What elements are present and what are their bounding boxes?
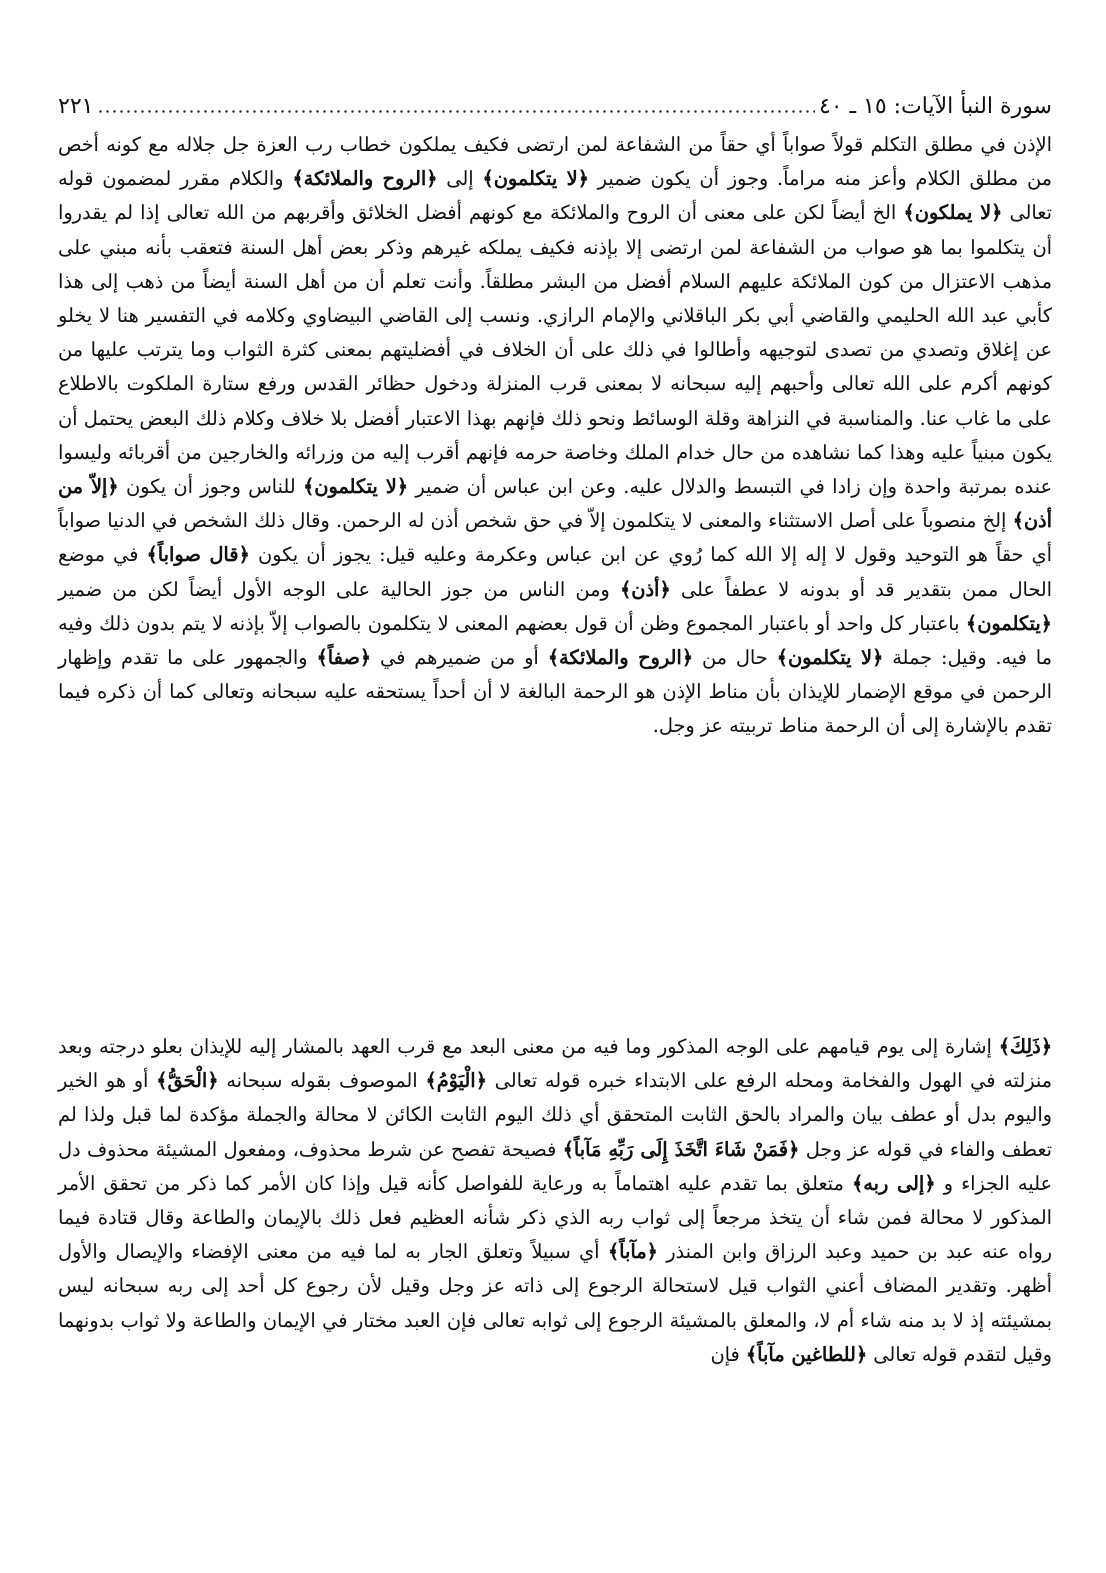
text-run: حال من [693, 646, 777, 670]
quran-quote: ﴿لا يملكون﴾ [903, 201, 1003, 225]
quran-quote: ﴿مآباً﴾ [607, 1240, 658, 1264]
quran-quote: ﴿صفاً﴾ [316, 646, 372, 670]
quran-quote: ﴿لا يتكلمون﴾ [776, 646, 884, 670]
text-run: الموصوف بقوله سبحانه [218, 1069, 426, 1093]
quran-quote: ﴿ذَلِكَ﴾ [998, 1035, 1052, 1058]
quran-quote: ﴿الروح والملائكة﴾ [292, 167, 438, 191]
quran-quote: ﴿لا يتكلمون﴾ [482, 167, 589, 191]
text-run: أو هو الخير واليوم بدل أو عطف بيان والمراد بالحق الثابت المتحقق أي ذلك اليوم الثابت الكائن لا محالة والجملة مؤكدة لما قبل ولذا لم تعطف والفاء في قوله عز وجل [58, 1069, 1052, 1161]
paragraph-2 [58, 1030, 1052, 1372]
header-title: سورة النبأ الآيات: ١٥ ـ ٤٠ [818, 93, 1052, 119]
quran-quote: ﴿قال صواباً﴾ [146, 543, 250, 567]
text-run: والكلام مقرر لمضمون قوله تعالى [58, 167, 1052, 225]
text-run: إلى [437, 167, 483, 191]
leader-dots [97, 110, 814, 113]
text-run: فإن [710, 1342, 746, 1366]
text-run: أو من ضميرهم في [371, 646, 548, 670]
paragraph-1 [58, 128, 1052, 744]
text-run: باعتبار كل واحد أو باعتبار المجموع وظن أن قول بعضهم المعنى لا يتكلمون بالصواب إلاّ بإذنه لا يتم بدون ذلك وفيه ما فيه. وقيل: جملة [58, 611, 1052, 670]
text-run: إلخ منصوباً على أصل الاستثناء والمعنى لا يتكلمون إلاّ في حق شخص أذن له الرحمن. وقال ذلك الشخص في الدنيا صواباً أي حقاً هو التوحيد وقول لا إله إلا الله كما رُوي عن ابن عباس وعكرمة وعليه قيل: يجوز أن يكون [58, 509, 1053, 567]
quran-quote: ﴿الْيَوْمُ﴾ [425, 1069, 487, 1093]
quran-quote: ﴿الروح والملائكة﴾ [547, 646, 694, 670]
quran-quote: ﴿فَمَنْ شَاءَ اتَّخَذَ إِلَى رَبِّهِ مَآباً﴾ [562, 1137, 800, 1161]
quran-quote: ﴿لا يتكلمون﴾ [302, 475, 408, 499]
text-run: أي سبيلاً وتعلق الجار به لما فيه من معنى الإفضاء والإيصال والأول أظهر. وتقدير المضاف أعني الثواب قيل لاستحالة الرجوع إلى ذاته عز وجل وقيل لأن رجوع كل أحد إلى ربه سبحانه ليس بمشيئته إذ لا بد منه شاء أم لا، والمعلق بالمشيئة الرجوع إلى ثوابه تعالى فإن العبد مختار في الإيمان والطاعة ولا ثواب بدونهما وقيل لتقدم قوله تعالى [58, 1240, 1052, 1366]
running-header [58, 88, 1052, 124]
quran-quote: ﴿الْحَقُّ﴾ [156, 1069, 219, 1093]
text-run: فصيحة تفصح عن شرط محذوف، ومفعول المشيئة محذوف دل عليه الجزاء و [58, 1137, 1052, 1195]
page-number: ٢٢١ [58, 93, 94, 119]
text-run: متعلق بما تقدم عليه اهتماماً به ورعاية للفواصل كأنه قيل وإذا كان الأمر كما ذكر من تحقق الأمر المذكور لا محالة فمن شاء أن يتخذ مرجعاً إلى ثواب ربه الذي ذكر شأنه العظيم فعل ذلك بالإيمان والطاعة وقال قتادة فيما رواه عنه عبد بن حميد وعبد الرزاق وابن المنذر [58, 1171, 1052, 1264]
quran-quote: ﴿يتكلمون﴾ [965, 611, 1052, 635]
quran-quote: ﴿إلى ربه﴾ [851, 1171, 936, 1195]
text-run: ومن الناس من جوز الحالية على الوجه الأول أيضاً لكن من ضمير [58, 577, 620, 601]
quran-quote: ﴿أذن﴾ [619, 577, 671, 601]
text-run: إشارة إلى يوم قيامهم على الوجه المذكور وما فيه من معنى البعد مع قرب العهد بالمشار إليه للإيذان بعلو درجته وبعد منزلته في الهول والفخامة ومحله الرفع على الابتداء خبره قوله تعالى [58, 1035, 1053, 1093]
text-run: في موضع الحال ممن بتقدير قد أو بدونه لا عطفاً على [58, 543, 1053, 601]
text-run: الخ أيضاً لكن على معنى أن الروح والملائكة مع كونهم أفضل الخلائق وأقربهم من الله تعالى إذا لم يقدروا أن يتكلموا بما هو صواب من الشفاعة لمن ارتضى إلا بإذنه فكيف يملكه غيرهم وذكر بعض أهل السنة فتعقب بأنه مبني على مذهب الاعتزال من كون الملائكة عليهم السلام أفضل من البشر مطلقاً. وأنت تعلم أن من أهل السنة أيضاً من ذهب إلى هذا كأبي عبد الله الحليمي والقاضي أبي بكر الباقلاني والإمام الرازي. ونسب إلى القاضي البيضاوي وكلامه في التفسير هنا لا يخلو عن إغلاق وتصدي من تصدى لتوجيهه وأطالوا في ذلك على أن الخلاف في أفضليتهم بمعنى كثرة الثواب وما يترتب عليها من كونهم أكرم على الله تعالى وأحبهم إليه سبحانه لا بمعنى قرب المنزلة ودخول حظائر القدس ورفع ستارة الملكوت بالاطلاع على ما غاب عنا. والمناسبة في النزاهة وقلة الوسائط ونحو ذلك فإنهم بهذا الاعتبار أفضل بلا خلاف وكلام ذلك البعض يحتمل أن يكون مبنياً عليه وهذا كما نشاهده من حال خدام الملك وخاصة حرمه فإنهم أقرب إليه من وزرائه والخارجين من أقربائه وليسوا عنده بمرتبة واحدة وإن زادا في التبسط والدلال عليه. وعن ابن عباس أن ضمير [58, 201, 1052, 499]
text-run: والجمهور على ما تقدم وإظهار الرحمن في موقع الإضمار للإيذان بأن مناط الإذن هو الرحمة البالغة لا أن أحداً يستحقه عليه سبحانه وتعالى كما أن ذكره فيما تقدم بالإشارة إلى أن الرحمة مناط تربيته عز وجل. [58, 646, 1052, 738]
text-run: الإذن في مطلق التكلم قولاً صواباً أي حقاً من الشفاعة لمن ارتضى فكيف يملكون خطاب رب العزة جل جلاله مع كونه أخص من مطلق الكلام وأعز منه مراماً. وجوز أن يكون ضمير [58, 133, 1052, 191]
quran-quote: ﴿للطاغين مآباً﴾ [745, 1342, 868, 1366]
quran-quote: ﴿إلاّ من أذن﴾ [58, 475, 1052, 533]
text-run: للناس وجوز أن يكون [118, 475, 303, 499]
